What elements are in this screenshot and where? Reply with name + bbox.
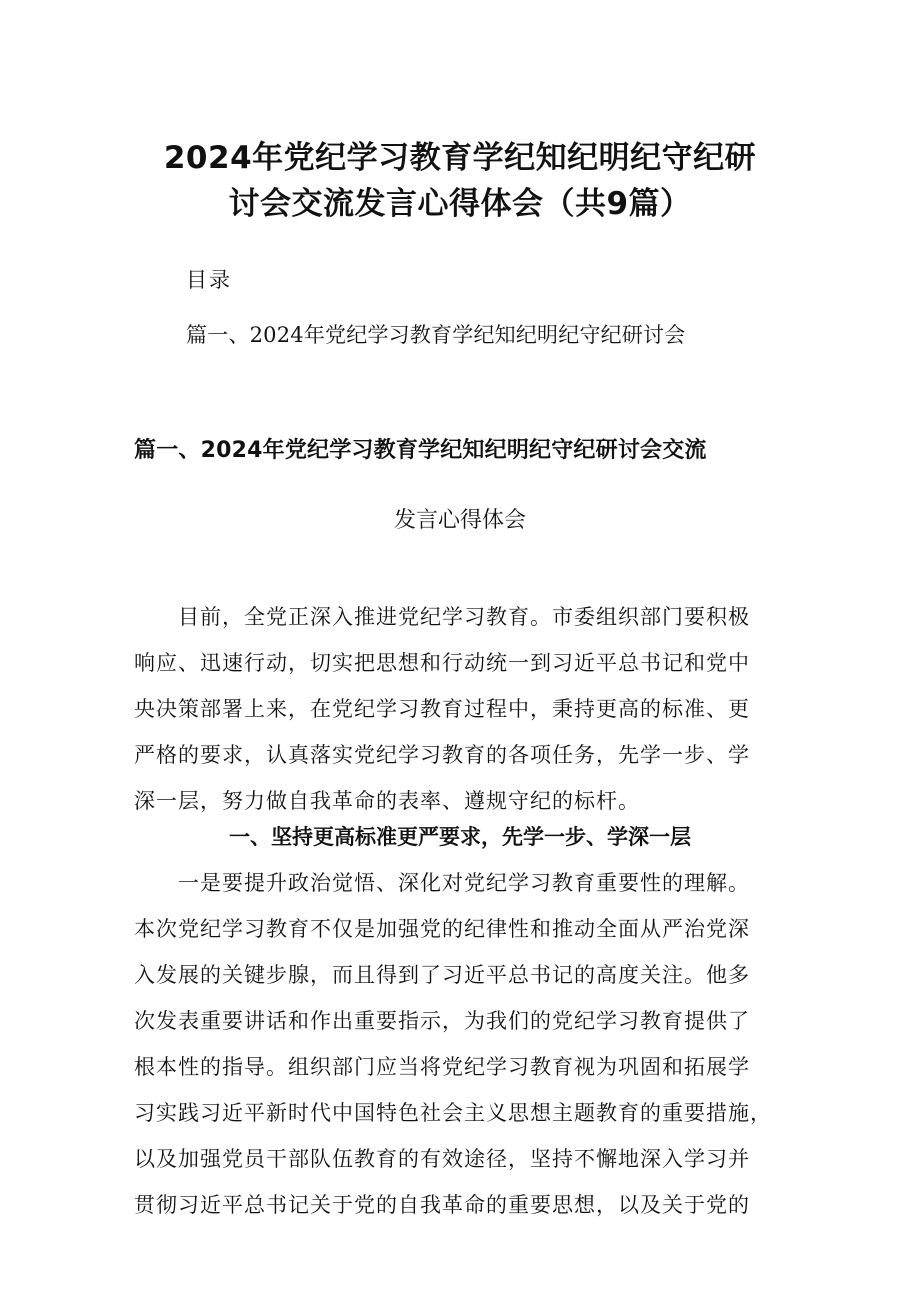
- heading-1: 一、坚持更高标准更严要求，先学一步、学深一层: [229, 825, 691, 849]
- paragraph-2: [134, 860, 796, 1228]
- paragraph-line: 深一层，努力做自我革命的表率、遵规守纪的标杆。: [134, 789, 640, 813]
- paragraph-line: 贯彻习近平总书记关于党的自我革命的重要思想，以及关于党的: [134, 1193, 750, 1217]
- paragraph-line: 以及加强党员干部队伍教育的有效途径，坚持不懈地深入学习并: [134, 1147, 750, 1171]
- paragraph-line: 一是要提升政治觉悟、深化对党纪学习教育重要性的理解。: [134, 871, 750, 895]
- document-title-line-2: 讨会交流发言心得体会（共9篇）: [228, 186, 692, 222]
- document-title-line-1: 2024年党纪学习教育学纪知纪明纪守纪研: [163, 140, 757, 176]
- paragraph-1: [134, 594, 796, 824]
- toc-item-1[interactable]: 篇一、2024年党纪学习教育学纪知纪明纪守纪研讨会: [186, 323, 686, 347]
- paragraph-line: 入发展的关键步腺，而且得到了习近平总书记的高度关注。他多: [134, 963, 750, 987]
- table-of-contents-label: 目录: [186, 268, 232, 292]
- paragraph-line: 本次党纪学习教育不仅是加强党的纪律性和推动全面从严治党深: [134, 917, 750, 941]
- paragraph-line: 响应、迅速行动，切实把思想和行动统一到习近平总书记和党中: [134, 651, 750, 675]
- section-title-line-1: 篇一、2024年党纪学习教育学纪知纪明纪守纪研讨会交流: [134, 438, 707, 463]
- paragraph-line: 次发表重要讲话和作出重要指示，为我们的党纪学习教育提供了: [134, 1009, 750, 1033]
- section-title-line-2: 发言心得体会: [393, 508, 526, 533]
- paragraph-line: 根本性的指导。组织部门应当将党纪学习教育视为巩固和拓展学: [134, 1055, 750, 1079]
- paragraph-line: 央决策部署上来，在党纪学习教育过程中，秉持更高的标准、更: [134, 697, 750, 721]
- paragraph-line: 习实践习近平新时代中国特色社会主义思想主题教育的重要措施，: [134, 1101, 772, 1125]
- paragraph-line: 目前，全党正深入推进党纪学习教育。市委组织部门要积极: [134, 605, 750, 629]
- paragraph-line: 严格的要求，认真落实党纪学习教育的各项任务，先学一步、学: [134, 743, 750, 767]
